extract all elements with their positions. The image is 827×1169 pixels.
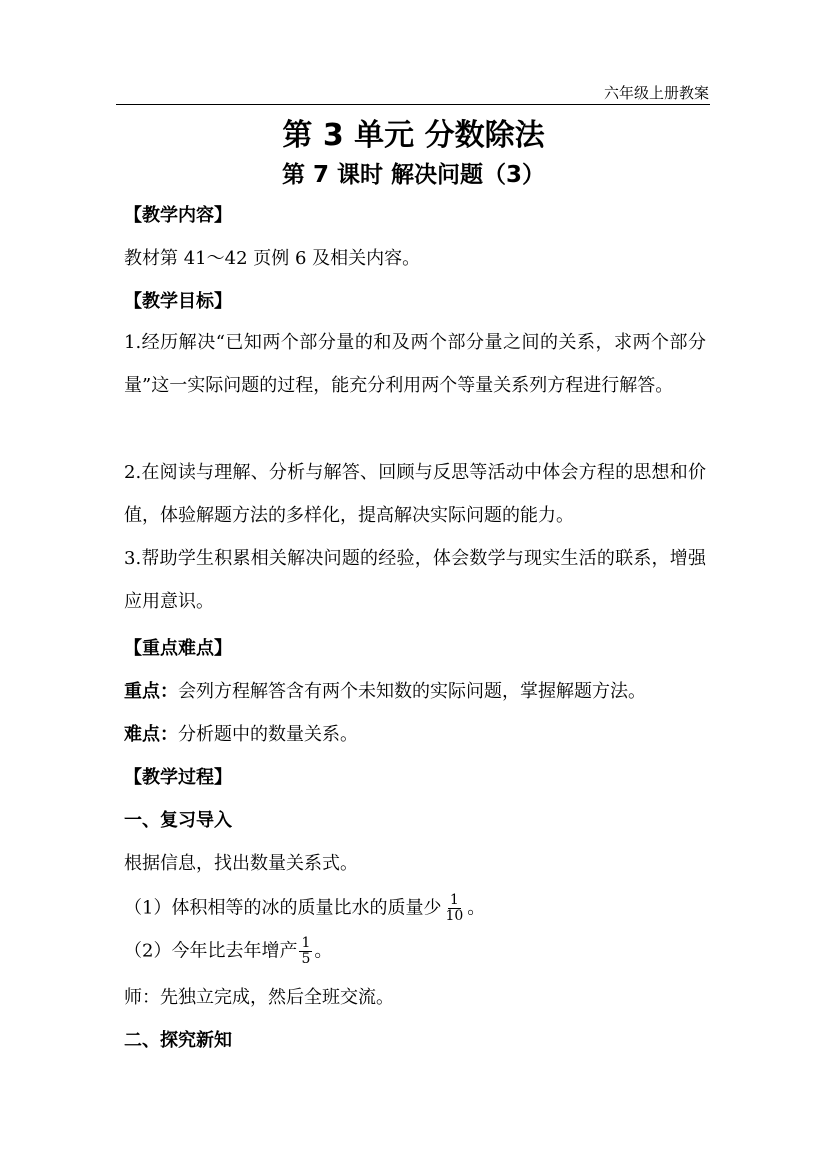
lesson-subtitle: 第 7 课时 解决问题（3） (281, 162, 546, 188)
header-label: 六年级上册教案 (603, 84, 709, 102)
key-point-text: 会列方程解答含有两个未知数的实际问题，掌握解题方法。 (178, 681, 646, 702)
goal-1: 1.经历解决“已知两个部分量的和及两个部分量之间的关系，求两个部分量”这一实际问题的过程，能充分利用两个等量关系列方程进行解答。 (124, 332, 706, 396)
process-heading: 【教学过程】 (124, 767, 232, 788)
teacher-instruction: 师：先独立完成，然后全班交流。 (124, 987, 394, 1008)
page-title: 第 3 单元 分数除法 (282, 118, 545, 153)
goals-heading: 【教学目标】 (124, 291, 232, 312)
part2-heading: 二、探究新知 (124, 1030, 232, 1051)
review-item-2 (124, 936, 710, 967)
fraction-one-fifth (299, 936, 312, 967)
fraction-numerator: 1 (301, 935, 311, 951)
fraction-denominator: 10 (445, 908, 464, 924)
fraction-denominator: 5 (301, 951, 311, 967)
review-item-1-end: 。 (467, 897, 486, 919)
part1-intro: 根据信息，找出数量关系式。 (124, 853, 358, 874)
difficulty (124, 722, 710, 748)
fraction-one-tenth (443, 893, 465, 924)
part1-heading: 一、复习导入 (124, 810, 232, 831)
goal-3: 3.帮助学生积累相关解决问题的经验，体会数学与现实生活的联系，增强应用意识。 (124, 548, 706, 612)
header-divider (116, 104, 710, 105)
content-heading: 【教学内容】 (124, 205, 232, 226)
key-point (124, 679, 710, 705)
fraction-numerator: 1 (449, 892, 459, 908)
review-item-1 (124, 893, 710, 924)
key-heading: 【重点难点】 (124, 638, 232, 659)
content-text: 教材第 41～42 页例 6 及相关内容。 (124, 248, 421, 269)
review-item-1-text: （1）体积相等的冰的质量比水的质量少 (124, 897, 442, 919)
key-point-label: 重点： (124, 681, 178, 702)
review-item-2-end: 。 (314, 940, 333, 962)
goal-2: 2.在阅读与理解、分析与解答、回顾与反思等活动中体会方程的思想和价值，体验解题方法的多样化，提高解决实际问题的能力。 (124, 462, 706, 526)
review-item-2-text: （2）今年比去年增产 (124, 940, 298, 962)
difficulty-text: 分析题中的数量关系。 (178, 724, 358, 745)
difficulty-label: 难点： (124, 724, 178, 745)
